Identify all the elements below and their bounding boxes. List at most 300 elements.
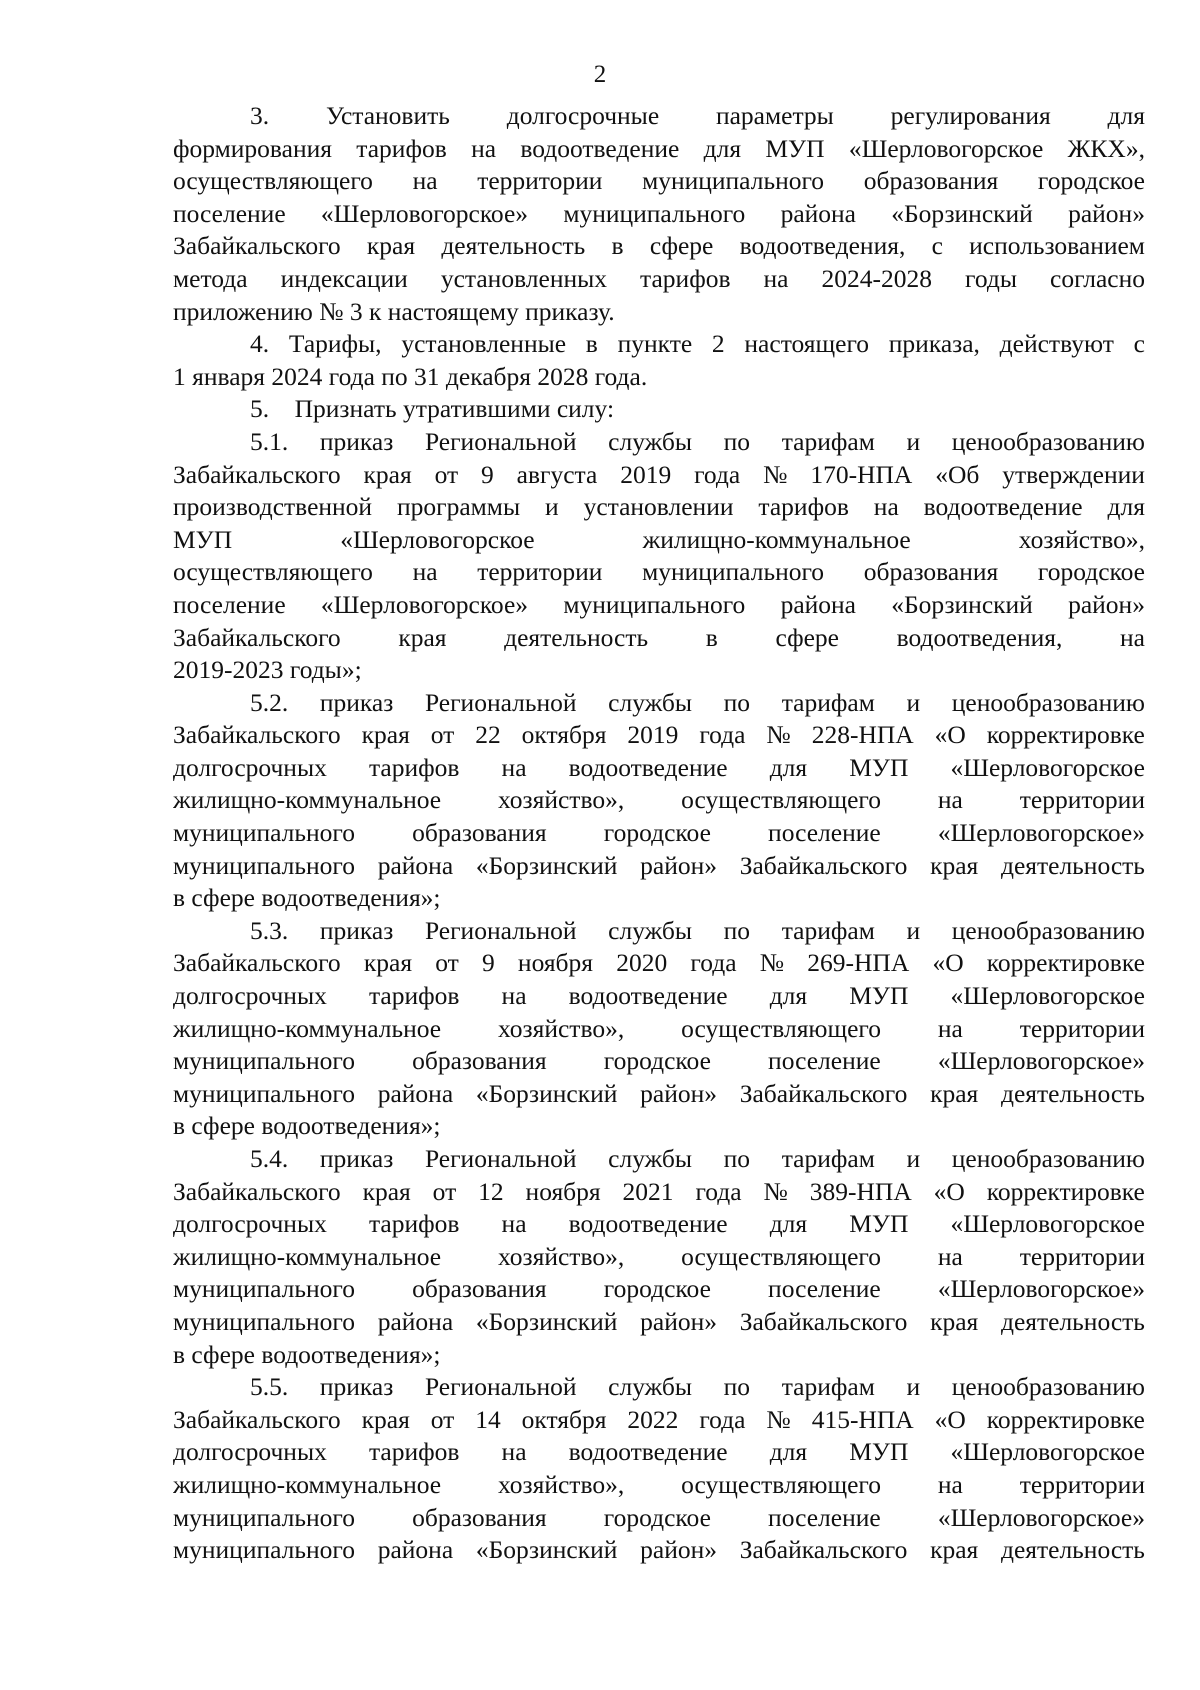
word: образования [412, 1274, 547, 1304]
word: «Шерловогорское» [937, 1502, 1145, 1532]
word: и [906, 1372, 921, 1402]
word: от [430, 1404, 455, 1434]
word: «О [933, 1176, 965, 1206]
word: в [611, 231, 624, 261]
word: 228-НПА [811, 720, 914, 750]
word: Забайкальского [173, 459, 341, 489]
word: «О [934, 1404, 966, 1434]
word: тарифов [368, 981, 460, 1011]
word: муниципального [173, 1535, 355, 1565]
word: службы [608, 1372, 693, 1402]
word: осуществляющего [681, 1013, 881, 1043]
word: использованием [969, 231, 1145, 261]
word: края [930, 1078, 979, 1108]
text-line [173, 719, 1145, 752]
word: № [763, 459, 788, 489]
word: по [723, 1372, 751, 1402]
word: деятельность [504, 622, 649, 652]
text-line [173, 133, 1145, 166]
text-line: 2019-2023 годы»; [173, 655, 362, 685]
word: «Борзинский [475, 1306, 618, 1336]
text-line [173, 1502, 1145, 1535]
word: 22 [475, 720, 501, 750]
word: деятельность [1000, 850, 1145, 880]
word: района [377, 1535, 454, 1565]
word: района [780, 589, 856, 619]
word: жилищно-коммунальное [642, 524, 911, 554]
word: ценообразованию [951, 687, 1145, 717]
word: «Борзинский [891, 198, 1033, 228]
text-line [173, 100, 1145, 133]
text-line [173, 556, 1145, 589]
word: водоотведение [568, 1209, 728, 1239]
word: октября [521, 1404, 607, 1434]
text-line [173, 1045, 1145, 1078]
word: муниципального [173, 1078, 355, 1108]
word: корректировке [986, 948, 1145, 978]
word: края [930, 1535, 979, 1565]
word: района [377, 850, 454, 880]
word: городское [603, 818, 711, 848]
word: августа [516, 459, 598, 489]
word: Забайкальского [739, 1078, 908, 1108]
word: деятельность [1000, 1535, 1145, 1565]
word: МУП [173, 524, 233, 554]
word: «Шерловогорское [950, 1437, 1145, 1467]
text-line [173, 1436, 1145, 1469]
text-line [173, 1208, 1145, 1241]
word: ноября [525, 1176, 601, 1206]
word: Забайкальского [739, 1306, 908, 1336]
text-line: в сфере водоотведения»; [173, 1111, 441, 1141]
word: на [1120, 622, 1145, 652]
word: деятельность [441, 231, 586, 261]
word: ценообразованию [951, 1372, 1145, 1402]
word: «Шерловогорское [848, 133, 1044, 163]
word: тарифам [781, 915, 875, 945]
word: ноября [517, 948, 594, 978]
word: на [412, 166, 438, 196]
text-line [173, 622, 1145, 655]
word: 2019 [620, 459, 672, 489]
text-line [173, 687, 1145, 720]
word: октября [521, 720, 607, 750]
word: Забайкальского [173, 622, 341, 652]
word: городское [603, 1502, 711, 1532]
word: МУП [765, 133, 825, 163]
text-line [173, 1241, 1145, 1274]
word: 12 [478, 1176, 504, 1206]
word: № [759, 948, 785, 978]
word: на [501, 752, 527, 782]
word: согласно [1050, 263, 1145, 293]
word: тарифам [781, 1372, 875, 1402]
word: сфере [775, 622, 839, 652]
word: года [694, 459, 741, 489]
word: хозяйство», [498, 785, 625, 815]
word: приказа, [888, 329, 980, 359]
word: Забайкальского [173, 948, 341, 978]
word: от [434, 459, 459, 489]
word: муниципального [173, 1502, 355, 1532]
word: «Шерловогорское» [937, 1274, 1145, 1304]
word: долгосрочных [173, 752, 327, 782]
word: жилищно-коммунальное [173, 785, 442, 815]
word: на [937, 1013, 963, 1043]
word: ценообразованию [951, 426, 1145, 456]
word: на [937, 1469, 963, 1499]
word: края [398, 622, 447, 652]
word: края [362, 1176, 411, 1206]
word: 9 [481, 948, 495, 978]
word: территории [1019, 1241, 1145, 1271]
word: ЖКХ», [1067, 133, 1145, 163]
word: «Шерловогорское» [320, 198, 529, 228]
word: «Об [935, 459, 980, 489]
word: осуществляющего [681, 1241, 881, 1271]
word: корректировке [986, 1176, 1145, 1206]
text-line [173, 980, 1145, 1013]
word: долгосрочные [506, 101, 660, 130]
text-line [173, 1013, 1145, 1046]
word: долгосрочных [173, 1437, 327, 1467]
word: района [377, 1078, 454, 1108]
text-line [173, 752, 1145, 785]
word: городское [1037, 166, 1145, 196]
word: 5.3. [250, 915, 289, 945]
word: и [906, 687, 921, 717]
text-line [173, 328, 1145, 361]
word: службы [608, 426, 693, 456]
word: осуществляющего [173, 557, 373, 587]
word: Забайкальского [173, 231, 341, 261]
word: приказ [319, 1372, 394, 1402]
word: водоотведение [568, 752, 728, 782]
text-line: 5. Признать утратившими силу: [250, 394, 615, 424]
word: от [432, 1176, 457, 1206]
text-line [173, 1143, 1145, 1176]
word: район» [640, 850, 717, 880]
word: на [471, 133, 497, 163]
word: хозяйство», [1018, 524, 1145, 554]
word: с [1133, 329, 1145, 359]
word: 2022 [627, 1404, 679, 1434]
word: водоотведение [520, 133, 680, 163]
word: тарифов [356, 133, 447, 163]
word: «Шерловогорское [340, 524, 535, 554]
text-line [173, 1176, 1145, 1209]
word: метода [173, 263, 248, 293]
word: и [906, 1144, 921, 1173]
word: жилищно-коммунальное [173, 1013, 442, 1043]
word: по [723, 687, 751, 717]
text-line: 1 января 2024 года по 31 декабря 2028 года. [173, 361, 648, 391]
word: водоотведение [923, 492, 1083, 522]
word: для [769, 1209, 808, 1239]
word: «Шерловогорское [950, 752, 1145, 782]
word: территории [1019, 1013, 1145, 1043]
word: на [501, 1437, 527, 1467]
word: 2019 [627, 720, 679, 750]
word: Региональной [424, 915, 577, 945]
word: осуществляющего [681, 1469, 881, 1499]
word: № [766, 1404, 791, 1434]
word: ценообразованию [951, 915, 1145, 945]
word: Тарифы, [288, 329, 382, 359]
word: края [366, 231, 416, 261]
word: поселение [768, 1502, 881, 1532]
word: муниципального [173, 850, 355, 880]
word: поселение [768, 1046, 881, 1076]
word: службы [608, 1144, 693, 1173]
word: хозяйство», [498, 1241, 625, 1271]
word: долгосрочных [173, 981, 327, 1011]
word: в [585, 329, 598, 359]
word: Региональной [424, 1144, 577, 1173]
word: производственной [173, 492, 373, 522]
word: и [906, 915, 921, 945]
word: территории [1019, 1469, 1145, 1499]
word: «Борзинский [475, 1078, 618, 1108]
word: ценообразованию [951, 1144, 1145, 1173]
word: «Шерловогорское [950, 1209, 1145, 1239]
document-body [173, 100, 1145, 1567]
word: 2021 [622, 1176, 674, 1206]
word: тарифов [368, 1437, 460, 1467]
word: по [723, 915, 751, 945]
word: район» [640, 1078, 717, 1108]
word: службы [608, 915, 693, 945]
word: Забайкальского [173, 1404, 341, 1434]
word: № [766, 720, 791, 750]
text-line: в сфере водоотведения»; [173, 1339, 441, 1369]
word: на [501, 1209, 527, 1239]
word: тарифам [781, 1144, 875, 1173]
text-line [173, 165, 1145, 198]
word: района [780, 198, 856, 228]
word: муниципального [173, 1306, 355, 1336]
word: для [769, 981, 808, 1011]
text-line [173, 1273, 1145, 1306]
word: района [377, 1306, 454, 1336]
word: на [412, 557, 438, 587]
word: «О [934, 720, 966, 750]
word: 269-НПА [807, 948, 910, 978]
word: «Шерловогорское [950, 981, 1145, 1011]
word: осуществляющего [681, 785, 881, 815]
word: Региональной [424, 687, 577, 717]
word: муниципального [563, 198, 746, 228]
word: утверждении [1002, 459, 1145, 489]
word: службы [608, 687, 693, 717]
word: долгосрочных [173, 1209, 327, 1239]
word: городское [1037, 557, 1145, 587]
text-line [173, 1306, 1145, 1339]
word: водоотведение [568, 981, 728, 1011]
text-line [173, 784, 1145, 817]
word: установленные [401, 329, 567, 359]
word: образования [863, 166, 999, 196]
word: для [703, 133, 742, 163]
text-line [173, 850, 1145, 883]
word: образования [412, 1046, 547, 1076]
text-line [173, 1078, 1145, 1111]
word: 2020 [616, 948, 668, 978]
word: Забайкальского [739, 850, 908, 880]
word: на [873, 492, 899, 522]
word: корректировке [986, 720, 1145, 750]
word: на [937, 785, 963, 815]
word: годы [965, 263, 1017, 293]
word: муниципального [173, 1046, 355, 1076]
word: края [930, 850, 979, 880]
word: 170-НПА [810, 459, 913, 489]
word: район» [1068, 589, 1145, 619]
word: программы [397, 492, 521, 522]
word: тарифам [781, 426, 875, 456]
text-line [173, 491, 1145, 524]
word: образования [863, 557, 999, 587]
text-line [173, 1534, 1145, 1567]
word: 2 [711, 329, 725, 359]
word: на [501, 981, 527, 1011]
word: приказ [319, 426, 394, 456]
word: года [695, 1176, 742, 1206]
word: Забайкальского [739, 1535, 908, 1565]
word: регулирования [890, 101, 1051, 130]
word: с [931, 231, 943, 261]
word: для [1107, 101, 1145, 130]
word: тарифов [368, 1209, 460, 1239]
word: «Шерловогорское» [937, 818, 1145, 848]
word: поселение [768, 818, 881, 848]
word: формирования [173, 133, 332, 163]
word: Забайкальского [173, 1176, 341, 1206]
word: поселение [768, 1274, 881, 1304]
word: Региональной [424, 1372, 577, 1402]
word: «Борзинский [475, 1535, 618, 1565]
text-line [173, 817, 1145, 850]
text-line [173, 1371, 1145, 1404]
page-number: 2 [593, 61, 607, 88]
word: хозяйство», [498, 1469, 625, 1499]
word: от [435, 948, 459, 978]
word: водоотведение [568, 1437, 728, 1467]
word: установлении [583, 492, 734, 522]
word: сфере [649, 231, 714, 261]
word: края [361, 720, 410, 750]
word: действуют [999, 329, 1114, 359]
word: года [699, 720, 746, 750]
word: 9 [481, 459, 494, 489]
text-line [173, 198, 1145, 231]
word: территории [477, 166, 603, 196]
text-line [173, 230, 1145, 263]
text-line [173, 1469, 1145, 1502]
word: «Шерловогорское» [937, 1046, 1145, 1076]
word: муниципального [173, 818, 355, 848]
word: деятельность [1000, 1078, 1145, 1108]
word: края [361, 1404, 410, 1434]
word: пункте [617, 329, 693, 359]
word: тарифов [368, 752, 460, 782]
word: муниципального [173, 1274, 355, 1304]
word: 5.5. [250, 1372, 289, 1402]
word: приказ [319, 1144, 394, 1173]
word: МУП [849, 981, 909, 1011]
word: территории [477, 557, 603, 587]
word: жилищно-коммунальное [173, 1241, 442, 1271]
word: район» [640, 1535, 717, 1565]
word: корректировке [986, 1404, 1145, 1434]
word: городское [603, 1046, 711, 1076]
word: «Борзинский [891, 589, 1033, 619]
word: муниципального [642, 166, 825, 196]
word: настоящего [744, 329, 870, 359]
text-line [173, 947, 1145, 980]
word: МУП [849, 1209, 909, 1239]
text-line [173, 426, 1145, 459]
word: МУП [849, 1437, 909, 1467]
word: установленных [440, 263, 608, 293]
word: поселение [173, 198, 286, 228]
word: хозяйство», [498, 1013, 625, 1043]
word: осуществляющего [173, 166, 373, 196]
text-line [173, 915, 1145, 948]
word: деятельность [1000, 1306, 1145, 1336]
word: от [430, 720, 455, 750]
word: края [930, 1306, 979, 1336]
text-line [173, 524, 1145, 557]
word: муниципального [563, 589, 746, 619]
word: на [937, 1241, 963, 1271]
word: жилищно-коммунальное [173, 1469, 442, 1499]
word: район» [640, 1306, 717, 1336]
word: городское [603, 1274, 711, 1304]
word: и [545, 492, 559, 522]
text-line [173, 263, 1145, 296]
word: муниципального [642, 557, 825, 587]
word: водоотведения, [896, 622, 1063, 652]
word: 14 [475, 1404, 501, 1434]
word: № [763, 1176, 788, 1206]
word: по [723, 1144, 751, 1173]
word: образования [412, 818, 547, 848]
text-line [173, 1404, 1145, 1437]
word: тарифов [640, 263, 731, 293]
word: и [906, 426, 921, 456]
word: Установить [325, 101, 450, 130]
word: параметры [715, 101, 834, 130]
word: на [763, 263, 789, 293]
word: по [723, 426, 751, 456]
word: года [690, 948, 737, 978]
word: Региональной [424, 426, 577, 456]
word: тарифов [758, 492, 849, 522]
word: 4. [250, 329, 270, 359]
word: края [363, 459, 412, 489]
word: 2024-2028 [821, 263, 933, 293]
word: 415-НПА [811, 1404, 914, 1434]
word: тарифам [781, 687, 875, 717]
word: «Шерловогорское» [320, 589, 529, 619]
word: приказ [319, 915, 394, 945]
word: район» [1068, 198, 1145, 228]
word: «О [932, 948, 964, 978]
word: 389-НПА [809, 1176, 912, 1206]
text-line: приложению № 3 к настоящему приказу. [173, 296, 615, 326]
word: МУП [849, 752, 909, 782]
